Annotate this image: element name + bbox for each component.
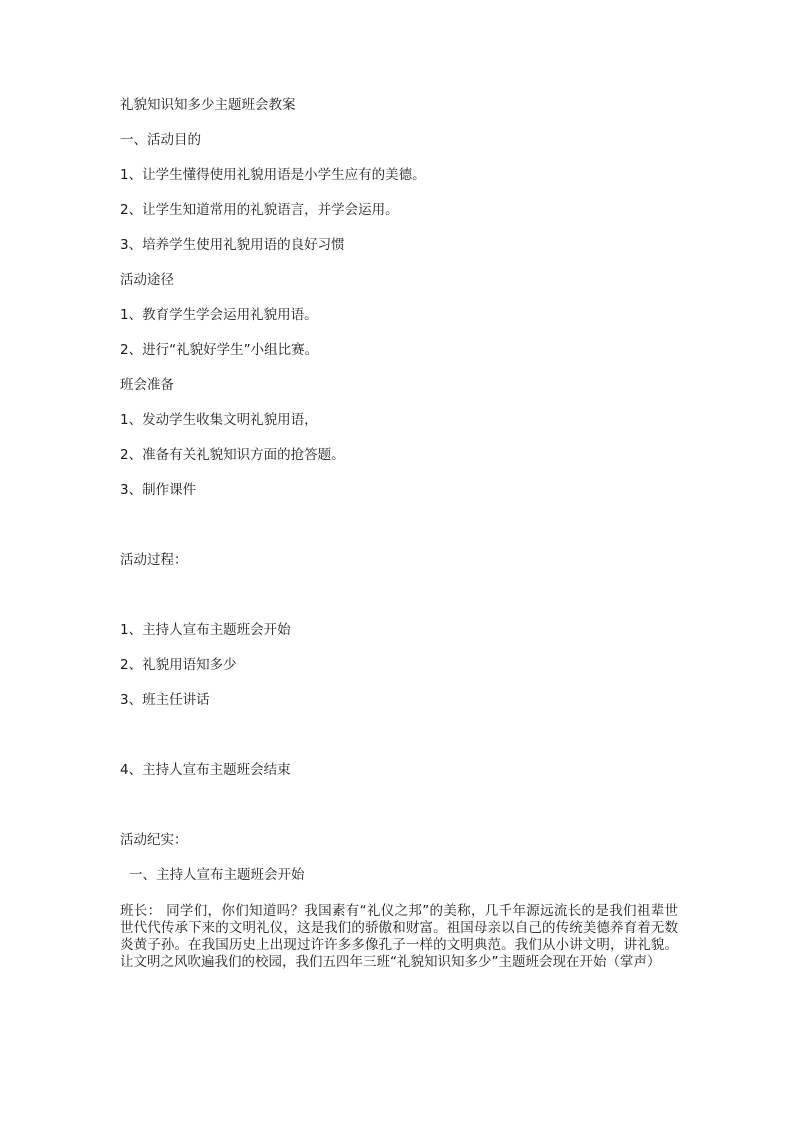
goal-item: 2、让学生知道常用的礼貌语言，并学会运用。 bbox=[120, 202, 399, 218]
process-item: 4、主持人宣布主题班会结束 bbox=[120, 762, 291, 778]
goal-item: 1、让学生懂得使用礼貌用语是小学生应有的美德。 bbox=[120, 167, 426, 183]
section-heading-approach: 活动途径 bbox=[120, 272, 174, 288]
section-heading-goals: 一、活动目的 bbox=[120, 132, 201, 148]
section-heading-record: 活动纪实： bbox=[120, 832, 188, 848]
prep-item: 2、准备有关礼貌知识方面的抢答题。 bbox=[120, 447, 345, 463]
section-heading-process: 活动过程： bbox=[120, 552, 188, 568]
process-item: 1、主持人宣布主题班会开始 bbox=[120, 622, 291, 638]
approach-item: 1、教育学生学会运用礼貌用语。 bbox=[120, 307, 318, 323]
monitor-paragraph: 班长： 同学们，你们知道吗？我国素有“礼仪之邦”的美称，几千年源远流长的是我们祖辈世世代代传承下来的文明礼仪，这是我们的骄傲和财富。祖国母亲以自己的传统美德养育着无数炎黄子孙。在我国历史上出现过许许多多像孔子一样的文明典范。我们从小讲文明，讲礼貌。让文明之风吹遍我们的校园，我们五四年三班“礼貌知识知多少”主题班会现在开始（掌声） bbox=[120, 903, 678, 970]
prep-item: 3、制作课件 bbox=[120, 482, 197, 498]
process-item: 2、礼貌用语知多少 bbox=[120, 657, 237, 673]
document-title: 礼貌知识知多少主题班会教案 bbox=[120, 97, 296, 113]
process-item: 3、班主任讲话 bbox=[120, 692, 210, 708]
record-subheading: 一、主持人宣布主题班会开始 bbox=[129, 867, 305, 883]
goal-item: 3、培养学生使用礼貌用语的良好习惯 bbox=[120, 237, 345, 253]
section-heading-prep: 班会准备 bbox=[120, 377, 174, 393]
prep-item: 1、发动学生收集文明礼貌用语， bbox=[120, 412, 318, 428]
approach-item: 2、进行“礼貌好学生”小组比赛。 bbox=[120, 342, 319, 358]
